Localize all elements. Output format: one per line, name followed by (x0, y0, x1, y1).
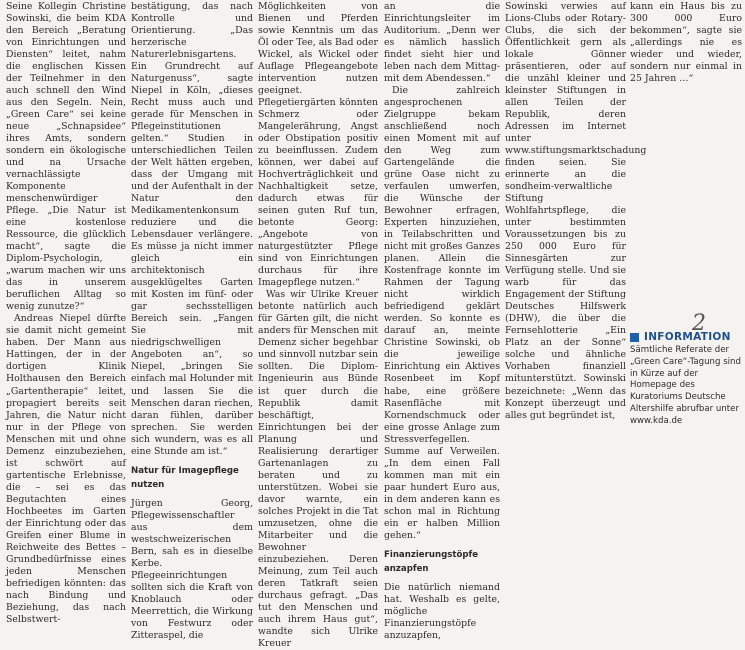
info-box (630, 329, 742, 428)
paragraph: Die zahlreich angesprochenen Zielgruppe bekam anschließend noch einen Moment mit auf den Weg zum Gartengelände die grüne Oase nicht zu verfaulen umwerfen, die Wünsche der Bewohner erfragen, Experten hinzuziehen, in Teilabschritten und nicht mit großes Ganzes planen. Allein die Kostenfrage konnte im Rahmen der Tagung nicht wirklich befriedigend geklärt werden. So konnte es darauf an, meinte Christine Sowinski, ob die jeweilige Einrichtung ein Aktives Rosenbeet im Kopf habe, eine größere Rasenfläche mit Kornendschmuck oder eine grosse Anlage zum Stressverfegellen. Summe auf Verweilen. „In dem einen Fall kommen man mit ein paar hundert Euro aus, in dem anderen kann es schon mal in Richtung ein er halben Million gehen.“ (384, 85, 500, 541)
article-column-5 (505, 1, 647, 433)
article-column-3 (258, 1, 379, 649)
paragraph: bestätigung, das nach Kontrolle und Orientierung. „Das herzerische Naturerlebnisgartens. Ein Grundrecht auf Naturgenuss“, sagte Niepel in Köln, „dieses Recht muss auch und gerade für Menschen in Pflegeinstitutionen gelten.“ Studien in unterschiedlichen Teilen der Welt hätten ergeben, dass der Umgang mit und der Aufenthalt in der Natur den Medikamentenkonsum reduziere und die Lebensdauer verlängere. Es müsse ja nicht immer gleich ein architektonisch ausgeklügeltes Garten mit Kosten im fünf- oder gar sechsstelligen Bereich sein. „Fangen Sie mit niedrigschwelligen Angeboten an“, so Niepel, „bringen Sie einfach mal Holunder mit und lassen Sie die Menschen daran riechen, daran fühlen, darüber sprechen. Sie werden sich wundern, was es all eine Stunde am ist.“ (131, 1, 253, 457)
paragraph: Seine Kollegin Christine Sowinski, die beim KDA den Bereich „Beratung von Einrichtungen und Diensten“ leitet, nahm die englischen Kissen der Teilnehmer in den auch schnell den Wind aus den Segeln. Nein, „Green Care“ sei keine neue „Schnapsidee“ ihres Amts, sondern sondern ein ökologische und na Ursache vernachlässigte Komponente menschenwürdiger Pflege. „Die Natur ist eine kostenlose Ressource, die glücklich macht“, sagte die Diplom-Psychologin, „warum machen wir uns das in unserem beruflichen Alltag so wenig zunutze?“ (6, 1, 126, 313)
subheading: Finanzierungstöpfe anzapfen (384, 549, 479, 574)
article-column-2 (131, 1, 253, 641)
paragraph: Sowinski verwies auf Lions-Clubs oder Rotary-Clubs, die sich der Öffentlichkeit gern als lokale Gönner präsentieren, oder auf die unzähl kleiner und kleinster Stiftungen in allen Teilen der Republik, deren Adressen im Internet unter www.stiftungsmarktschadung finden seien. Sie erinnerte an die sondheim-verwaltliche Stiftung Wohlfahrtspflege, die unter bestimmten Voraussetzungen bis zu 250 000 Euro für Sinnesgärten zur Verfügung stelle. Und sie warb für das Engagement der Stiftung Deutsches Hilfswerk (DHW), die über die Fernsehlotterie „Ein Platz an der Sonne“ solche und ähnliche Vorhaben finanziell mitunterstützt. Sowinski bezeichnete: „Wenn das Konzept überzeugt und alles gut begründet ist, (505, 1, 647, 421)
paragraph: Was wir Ulrike Kreuer betonte natürlich auch für Gärten gilt, die nicht anders für Menschen mit Demenz sicher begehbar und sinnvoll nutzbar sein sollten. Die Diplom-Ingenieurin aus Bünde ist quer durch die Republik damit beschäftigt, Einrichtungen bei der Planung und Realisierung derartiger Gartenanlagen zu beraten und zu unterstützen. Wobei sie davor warnte, ein solches Projekt in die Tat umzusetzen, ohne die Mitarbeiter und die Bewohner einzubeziehen. Deren Meinung, zum Teil auch deren Tatkraft seien durchaus gefragt. „Das tut den Menschen und auch ihrem Haus gut“, wandte sich Ulrike Kreuer (258, 289, 378, 649)
handwritten-mark: 2 (692, 311, 706, 336)
paragraph: Jürgen Georg, Pflegewissenschaftler aus dem westschweizerischen Bern, sah es in dieselbe Kerbe. Pflegeeinrichtungen sollten sich die Kraft von Knoblauch oder Meerrettich, die Wirkung von Festwurz oder Zitteraspel, die (131, 497, 253, 641)
paragraph: Andreas Niepel dürfte sie damit nicht gemeint haben. Der Mann aus Hattingen, der in der dortigen Klinik Holthausen den Bereich „Gartentherapie“ leitet, propagiert bereits seit Jahren, die Natur nicht nur in der Pflege von Menschen mit und ohne Demenz einzubeziehen, ist schwört auf gartentische Erlebnisse, die – sei es das Begutachten eines Hochbeetes im Garten der Einrichtung oder das Greifen einer Blume in Reichweite des Bettes – Grundbedürfnisse eines jeden Menschen befriedigen könnten: das nach Bindung und Beziehung, das nach Selbstwert- (6, 313, 126, 625)
info-heading (630, 329, 742, 345)
paragraph: Möglichkeiten von Bienen und Pferden sowie Kenntnis um das Öl oder Tee, als Bad oder Wickel, als Wickel oder Auflage Pflegeangebote intervention nutzen geeignet. Pflegetiergärten könnten Schmerz oder Mangelerährung, Angst oder Obstipation positiv zu beeinflussen. Zudem können, wer dabei auf Hochverträglichkeit und Nachhaltigkeit setze, dadurch etwas für seinen guten Ruf tun, betonte Georg: „Angebote von naturgestützter Pflege sind von Einrichtungen durchaus für ihre Imagepflege nutzen.“ (258, 1, 379, 289)
paragraph-continued: kann ein Haus bis zu 300 000 Euro bekommen“, sagte sie „allerdings nie es wieder und wieder, sondern nur einmal in 25 Jahren …“ (630, 1, 742, 85)
info-text: Sämtliche Referate der „Green Care“-Tagung sind in Kürze auf der Homepage des Kuratoriums Deutsche Altershilfe abrufbar unter www.kda.de (630, 345, 741, 426)
article-column-1 (6, 1, 126, 625)
square-bullet-icon (630, 333, 639, 342)
paragraph: an die Einrichtungsleiter im Auditorium. „Denn wer es nämlich hasslich findet sieht hier und leben nach dem Mittag- mit dem Abendessen.“ (384, 1, 500, 85)
article-column-6 (630, 1, 742, 433)
subheading: Natur für Imagepflege nutzen (131, 465, 239, 490)
info-title: INFORMATION (644, 331, 731, 343)
paragraph: Die natürlich niemand hat. Weshalb es gelte, mögliche Finanzierungstöpfe anzuzapfen, (384, 581, 500, 641)
article-column-4 (384, 1, 500, 641)
